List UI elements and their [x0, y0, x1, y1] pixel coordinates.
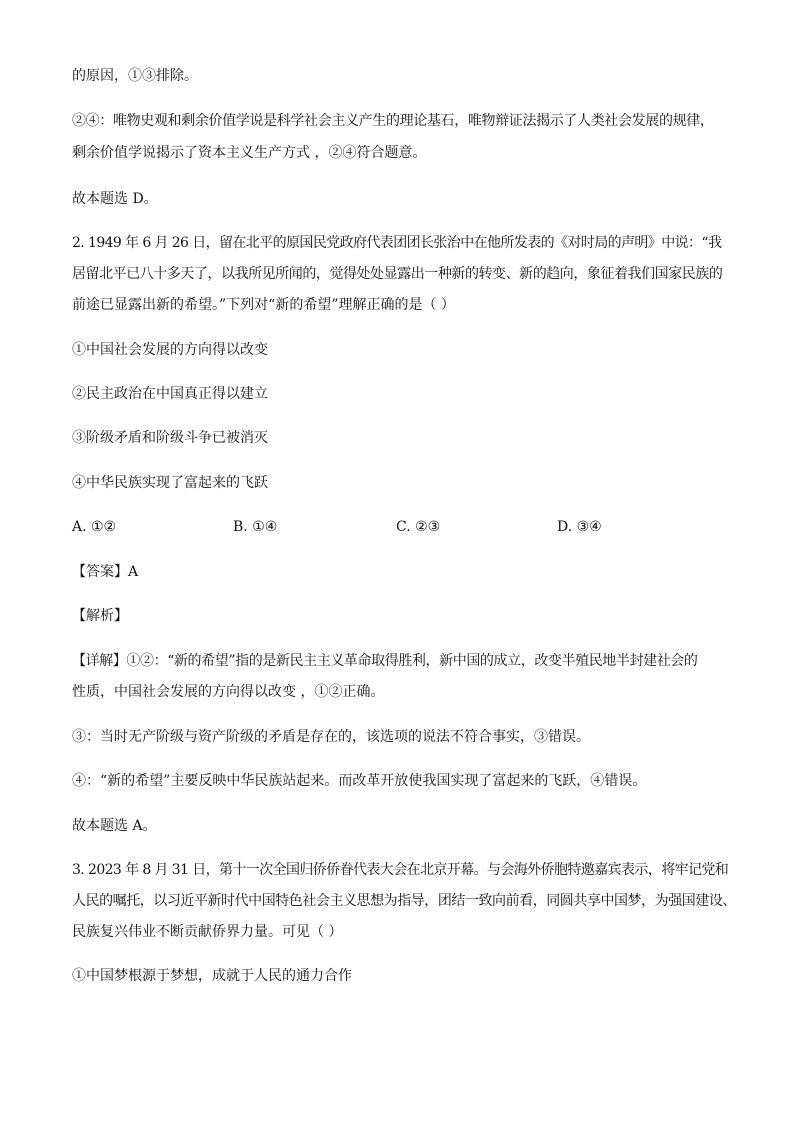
text-line: 故本题选 D。: [72, 191, 158, 207]
analysis-text: ④：“新的希望”主要反映中华民族站起来。而改革开放使我国实现了富起来的飞跃，④错误。: [72, 773, 647, 789]
text-line: 故本题选 A。: [72, 818, 157, 834]
question-3-stem: 3. 2023 年 8 月 31 日，第十一次全国归侨侨眷代表大会在北京开幕。与会海外侨胞特邀嘉宾表示，将牢记党和: [72, 862, 729, 878]
question-3-stem: 人民的嘱托，以习近平新时代中国特色社会主义思想为指导，团结一致向前看，同圆共享中国梦，为强国建设、: [72, 893, 736, 909]
option-a: A. ①②: [72, 519, 117, 535]
question-2-stem: 居留北平已八十多天了，以我所见所闻的，觉得处处显露出一种新的转变、新的趋向，象征着我们国家民族的: [72, 266, 723, 282]
analysis-text: ③：当时无产阶级与资产阶级的矛盾是存在的，该选项的说法不符合事实，③错误。: [72, 729, 590, 745]
statement-item: ③阶级矛盾和阶级斗争已被消灭: [72, 430, 268, 446]
text-line: ②④：唯物史观和剩余价值学说是科学社会主义产生的理论基石，唯物辩证法揭示了人类社会发展的规律，: [72, 113, 714, 129]
statement-item: ①中国梦根源于梦想，成就于人民的通力合作: [72, 968, 352, 984]
option-b: B. ①④: [233, 519, 278, 535]
question-3-stem: 民族复兴伟业不断贡献侨界力量。可见（ ）: [72, 924, 343, 940]
answer-label: 【答案】A: [72, 564, 139, 580]
statement-item: ①中国社会发展的方向得以改变: [72, 342, 268, 358]
text-line: 剩余价值学说揭示了资本主义生产方式 ，②④符合题意。: [72, 145, 427, 161]
option-d: D. ③④: [557, 519, 602, 535]
text-line: 的原因，①③排除。: [72, 68, 198, 84]
analysis-text: 性质，中国社会发展的方向得以改变 ，①②正确。: [72, 684, 385, 700]
question-2-stem: 前途已显露出新的希望。”下列对“新的希望”理解正确的是（ ）: [72, 297, 455, 313]
option-c: C. ②③: [396, 519, 441, 535]
analysis-label: 【解析】: [72, 608, 128, 624]
statement-item: ④中华民族实现了富起来的飞跃: [72, 475, 268, 491]
analysis-text: 【详解】①②：“新的希望”指的是新民主主义革命取得胜利，新中国的成立，改变半殖民地半封建社会的: [72, 653, 698, 669]
statement-item: ②民主政治在中国真正得以建立: [72, 386, 268, 402]
question-2-stem: 2. 1949 年 6 月 26 日，留在北平的原国民党政府代表团团长张治中在他所发表的《对时局的声明》中说：“我: [72, 235, 722, 251]
